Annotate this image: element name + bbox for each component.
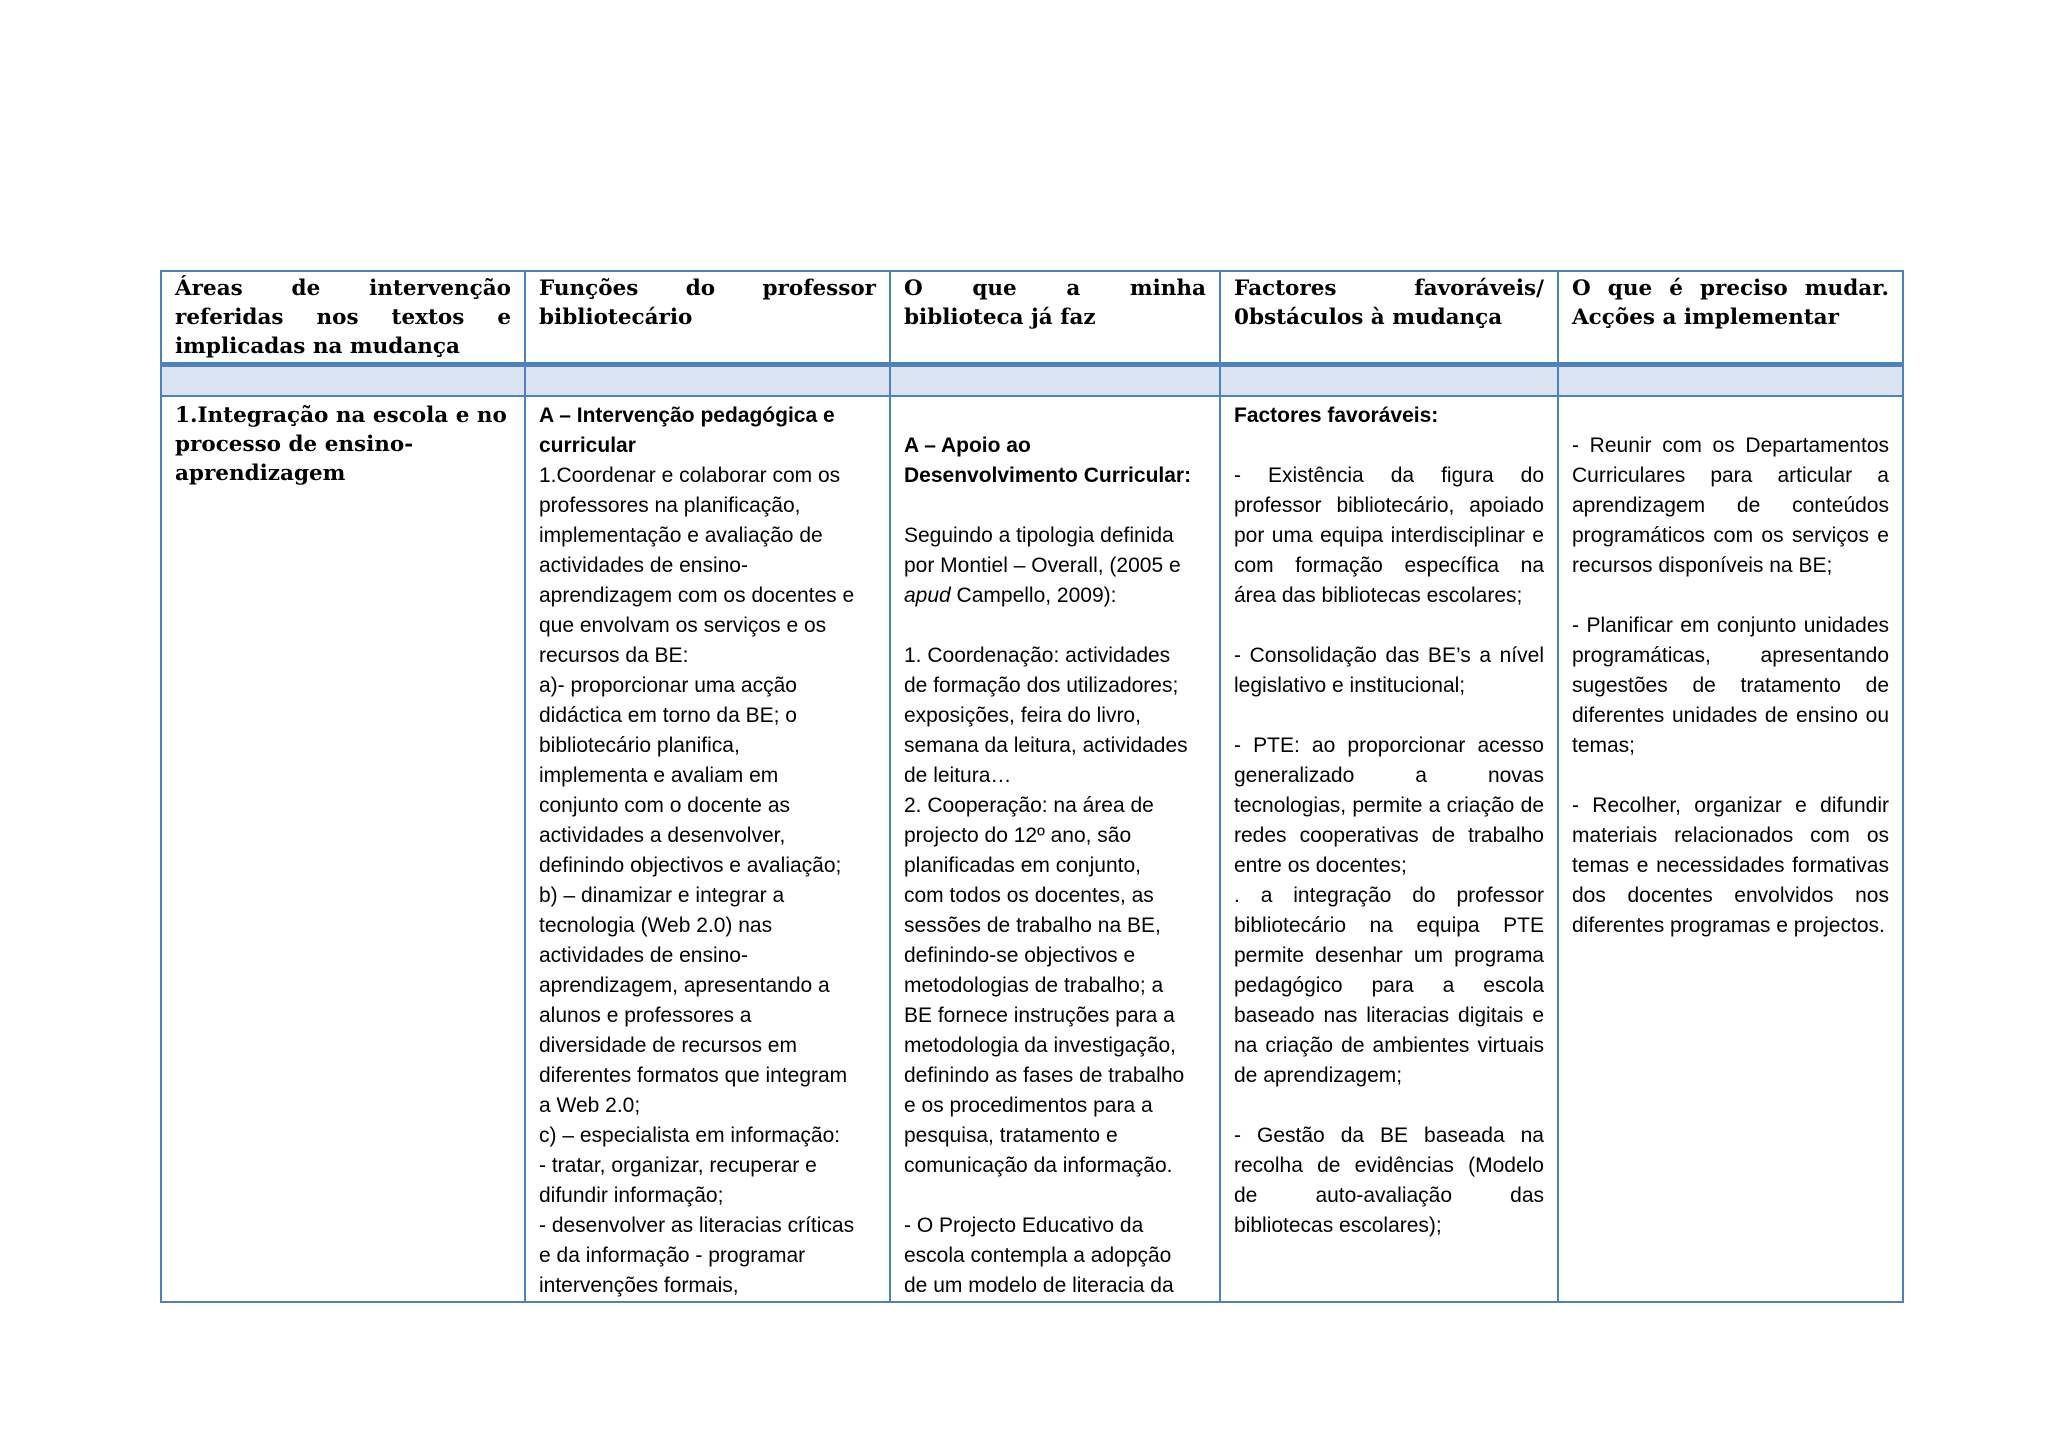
biblioteca-line: escola contempla a adopção — [904, 1244, 1172, 1267]
biblioteca-cell — [890, 396, 1220, 1302]
biblioteca-line: e os procedimentos para a — [904, 1094, 1153, 1117]
band-cell — [525, 365, 890, 397]
funcoes-line: actividades a desenvolver, — [539, 824, 786, 847]
funcoes-line: definindo objectivos e avaliação; — [539, 854, 842, 877]
biblioteca-line: 1. Coordenação: actividades — [904, 644, 1171, 667]
biblioteca-line: - O Projecto Educativo da — [904, 1214, 1144, 1237]
mudar-paragraph: - Reunir com os Departamentos Curriculares para articular a aprendizagem de conteúdos programáticos com os serviços e recursos disponíveis na BE; — [1572, 434, 1889, 577]
factores-cell — [1220, 396, 1558, 1302]
biblioteca-list-a — [904, 641, 1206, 1181]
factores-title: Factores favoráveis: — [1234, 404, 1439, 427]
funcoes-line: didáctica em torno da BE; o — [539, 704, 797, 727]
funcoes-line: implementa e avaliam em — [539, 764, 779, 787]
funcoes-line: diferentes formatos que integram — [539, 1064, 848, 1087]
mudar-cell — [1558, 396, 1903, 1302]
biblioteca-line: pesquisa, tratamento e — [904, 1124, 1118, 1147]
mudar-paragraph: - Planificar em conjunto unidades programáticas, apresentando sugestões de tratamento de diferentes unidades de ensino ou temas; — [1572, 614, 1889, 757]
biblioteca-intro-2: por Montiel – Overall, (2005 e — [904, 554, 1181, 577]
factores-paragraph: - Consolidação das BE’s a nível legislativo e institucional; — [1234, 644, 1544, 697]
header-funcoes: Funções do professor bibliotecário — [525, 271, 890, 365]
funcoes-line: difundir informação; — [539, 1184, 724, 1207]
area-title: 1.Integração na escola e no processo de ensino-aprendizagem — [175, 403, 507, 486]
biblioteca-line: de um modelo de literacia da — [904, 1274, 1174, 1297]
funcoes-cell — [525, 396, 890, 1302]
biblioteca-line: BE fornece instruções para a — [904, 1004, 1175, 1027]
funcoes-line: actividades de ensino- — [539, 944, 748, 967]
biblioteca-line: metodologia da investigação, — [904, 1034, 1177, 1057]
band-cell — [161, 365, 525, 397]
factores-paragraph: - PTE: ao proporcionar acesso generalizado a novas tecnologias, permite a criação de redes cooperativas de trabalho entre os docentes; — [1234, 734, 1544, 877]
biblioteca-line: de leitura… — [904, 764, 1012, 787]
biblioteca-title-1: A – Apoio ao — [904, 434, 1031, 457]
biblioteca-line: definindo-se objectivos e — [904, 944, 1136, 967]
funcoes-line: bibliotecário planifica, — [539, 734, 740, 757]
funcoes-line: - tratar, organizar, recuperar e — [539, 1154, 817, 1177]
biblioteca-line: com todos os docentes, as — [904, 884, 1154, 907]
biblioteca-intro-1: Seguindo a tipologia definida — [904, 524, 1174, 547]
biblioteca-line: exposições, feira do livro, — [904, 704, 1141, 727]
biblioteca-line: planificadas em conjunto, — [904, 854, 1141, 877]
biblioteca-line: comunicação da informação. — [904, 1154, 1173, 1177]
funcoes-line: a)- proporcionar uma acção — [539, 674, 797, 697]
table-row — [161, 396, 1903, 1302]
funcoes-title: A – Intervenção pedagógica e curricular — [539, 404, 835, 457]
biblioteca-title-2: Desenvolvimento Curricular: — [904, 464, 1192, 487]
factores-paragraph: - Gestão da BE baseada na recolha de evidências (Modelo de auto-avaliação das bibliotecas escolares); — [1234, 1124, 1544, 1237]
header-biblioteca: O que a minha biblioteca já faz — [890, 271, 1220, 365]
biblioteca-line: de formação dos utilizadores; — [904, 674, 1179, 697]
funcoes-line: aprendizagem com os docentes e — [539, 584, 855, 607]
biblioteca-intro-3 — [904, 581, 1206, 611]
funcoes-line: professores na planificação, — [539, 494, 801, 517]
biblioteca-line: semana da leitura, actividades — [904, 734, 1188, 757]
header-row — [161, 271, 1903, 365]
funcoes-line: tecnologia (Web 2.0) nas — [539, 914, 773, 937]
header-areas: Áreas de intervenção referidas nos textos e implicadas na mudança — [161, 271, 525, 365]
funcoes-line: actividades de ensino- — [539, 554, 748, 577]
mudar-paragraph: - Recolher, organizar e difundir materiais relacionados com os temas e necessidades formativas dos docentes envolvidos nos diferentes programas e projectos. — [1572, 794, 1889, 937]
funcoes-line: alunos e professores a — [539, 1004, 752, 1027]
biblioteca-list-b — [904, 1211, 1206, 1301]
biblioteca-line: definindo as fases de trabalho — [904, 1064, 1185, 1087]
area-cell — [161, 396, 525, 1302]
citation-text: Campello, 2009): — [950, 584, 1117, 607]
biblioteca-line: sessões de trabalho na BE, — [904, 914, 1161, 937]
shaded-band-row — [161, 365, 1903, 397]
funcoes-line: b) – dinamizar e integrar a — [539, 884, 785, 907]
biblioteca-line: projecto do 12º ano, são — [904, 824, 1132, 847]
header-factores: Factores favoráveis/ 0bstáculos à mudança — [1220, 271, 1558, 365]
biblioteca-line: metodologias de trabalho; a — [904, 974, 1164, 997]
funcoes-line: aprendizagem, apresentando a — [539, 974, 830, 997]
apud-text: apud — [904, 584, 951, 607]
band-cell — [890, 365, 1220, 397]
funcoes-line: e da informação - programar — [539, 1244, 806, 1267]
funcoes-line: conjunto com o docente as — [539, 794, 790, 817]
funcoes-line: - desenvolver as literacias críticas — [539, 1214, 855, 1237]
biblioteca-line: 2. Cooperação: na área de — [904, 794, 1154, 817]
intervention-table — [160, 270, 1904, 1303]
band-cell — [1220, 365, 1558, 397]
funcoes-line: c) – especialista em informação: — [539, 1124, 841, 1147]
band-cell — [1558, 365, 1903, 397]
factores-paragraph: . a integração do professor bibliotecário na equipa PTE permite desenhar um programa pedagógico para a escola baseado nas literacias digitais e na criação de ambientes virtuais de aprendizagem; — [1234, 884, 1544, 1087]
factores-paragraph: - Existência da figura do professor bibliotecário, apoiado por uma equipa interdisciplinar e com formação específica na área das bibliotecas escolares; — [1234, 464, 1544, 607]
funcoes-line: diversidade de recursos em — [539, 1034, 797, 1057]
funcoes-line: recursos da BE: — [539, 644, 689, 667]
funcoes-line: a Web 2.0; — [539, 1094, 641, 1117]
funcoes-line: que envolvam os serviços e os — [539, 614, 827, 637]
header-mudar: O que é preciso mudar. Acções a implementar — [1558, 271, 1903, 365]
funcoes-line: intervenções formais, — [539, 1274, 739, 1297]
funcoes-line: implementação e avaliação de — [539, 524, 823, 547]
funcoes-line: 1.Coordenar e colaborar com os — [539, 464, 841, 487]
funcoes-list — [539, 461, 876, 1301]
